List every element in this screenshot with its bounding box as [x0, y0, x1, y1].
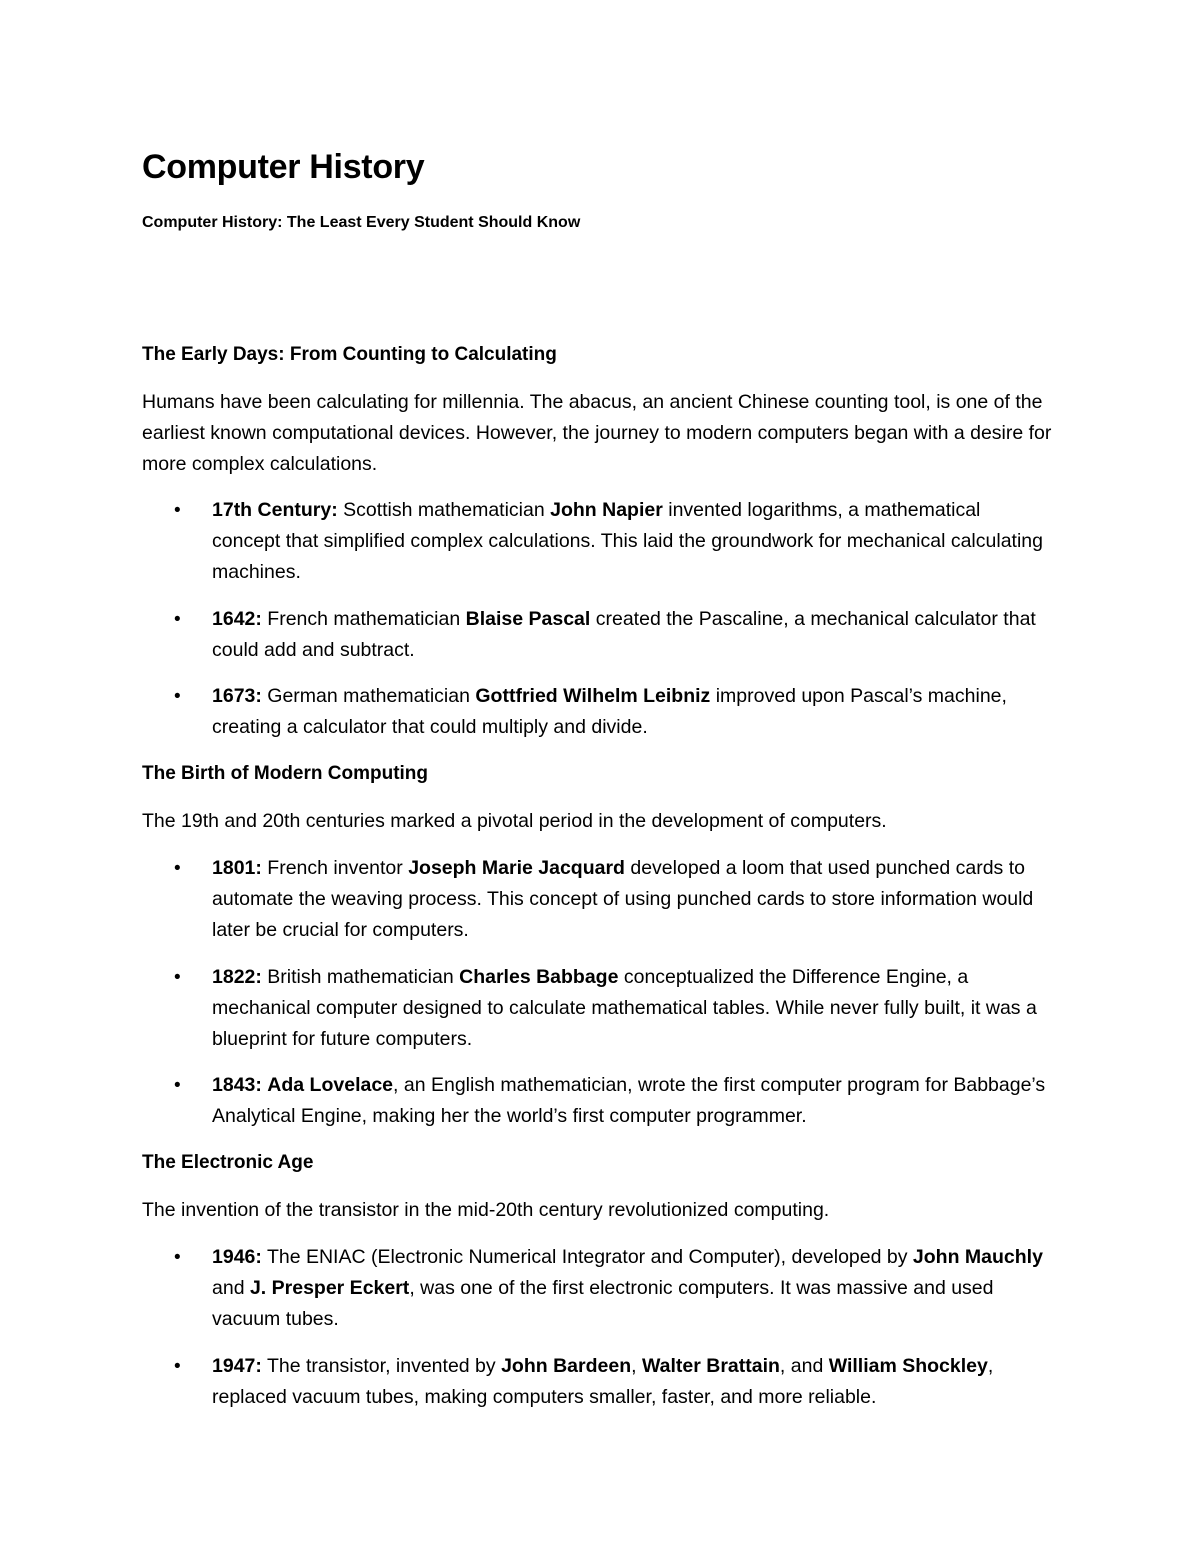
- list-item: [174, 1242, 1054, 1335]
- list-item-text: 1642: French mathematician Blaise Pascal created the Pascaline, a mechanical calculator that could add and subtract.: [212, 608, 1036, 661]
- section-heading-early-days: The Early Days: From Counting to Calculating: [142, 344, 557, 365]
- bullet-icon: •: [174, 1356, 181, 1377]
- list-item-text: 1946: The ENIAC (Electronic Numerical Integrator and Computer), developed by John Mauchly and J. Presper Eckert, was one of the first electronic computers. It was massive and used vacuum tubes.: [212, 1246, 1043, 1330]
- bullet-icon: •: [174, 609, 181, 630]
- section-heading-electronic-age: The Electronic Age: [142, 1152, 314, 1173]
- document-subtitle: Computer History: The Least Every Student Should Know: [142, 214, 581, 231]
- list-item: [174, 853, 1054, 946]
- bullet-icon: •: [174, 1075, 181, 1096]
- list-item-text: 17th Century: Scottish mathematician John Napier invented logarithms, a mathematical concept that simplified complex calculations. This laid the groundwork for mechanical calculating machines.: [212, 499, 1043, 583]
- section-heading-modern-computing: The Birth of Modern Computing: [142, 763, 429, 784]
- section-intro-early-days: Humans have been calculating for millennia. The abacus, an ancient Chinese counting tool, is one of the earliest known computational devices. However, the journey to modern computers began with a desire for more complex calculations.: [142, 391, 1052, 475]
- list-item-text: 1673: German mathematician Gottfried Wilhelm Leibniz improved upon Pascal’s machine, creating a calculator that could multiply and divide.: [212, 685, 1007, 738]
- list-item-text: 1947: The transistor, invented by John Bardeen, Walter Brattain, and William Shockley, replaced vacuum tubes, making computers smaller, faster, and more reliable.: [212, 1355, 994, 1408]
- bullet-icon: •: [174, 500, 181, 521]
- list-item: [174, 495, 1054, 588]
- list-item: [174, 681, 1054, 743]
- bullet-icon: •: [174, 858, 181, 879]
- list-item: [174, 962, 1054, 1055]
- list-item: [174, 1070, 1054, 1132]
- list-item-text: 1801: French inventor Joseph Marie Jacquard developed a loom that used punched cards to automate the weaving process. This concept of using punched cards to store information would later be crucial for computers.: [212, 857, 1034, 941]
- list-item: [174, 1351, 1054, 1413]
- list-item-text: 1843: Ada Lovelace, an English mathematician, wrote the first computer program for Babbage’s Analytical Engine, making her the world’s first computer programmer.: [212, 1074, 1046, 1127]
- section-intro-modern-computing: The 19th and 20th centuries marked a pivotal period in the development of computers.: [142, 810, 887, 832]
- bullet-icon: •: [174, 686, 181, 707]
- document-title: Computer History: [142, 148, 425, 186]
- list-item-text: 1822: British mathematician Charles Babbage conceptualized the Difference Engine, a mechanical computer designed to calculate mathematical tables. While never fully built, it was a blueprint for future computers.: [212, 966, 1037, 1050]
- section-intro-electronic-age: The invention of the transistor in the mid-20th century revolutionized computing.: [142, 1199, 830, 1221]
- bullet-icon: •: [174, 967, 181, 988]
- list-item: [174, 604, 1054, 666]
- bullet-icon: •: [174, 1247, 181, 1268]
